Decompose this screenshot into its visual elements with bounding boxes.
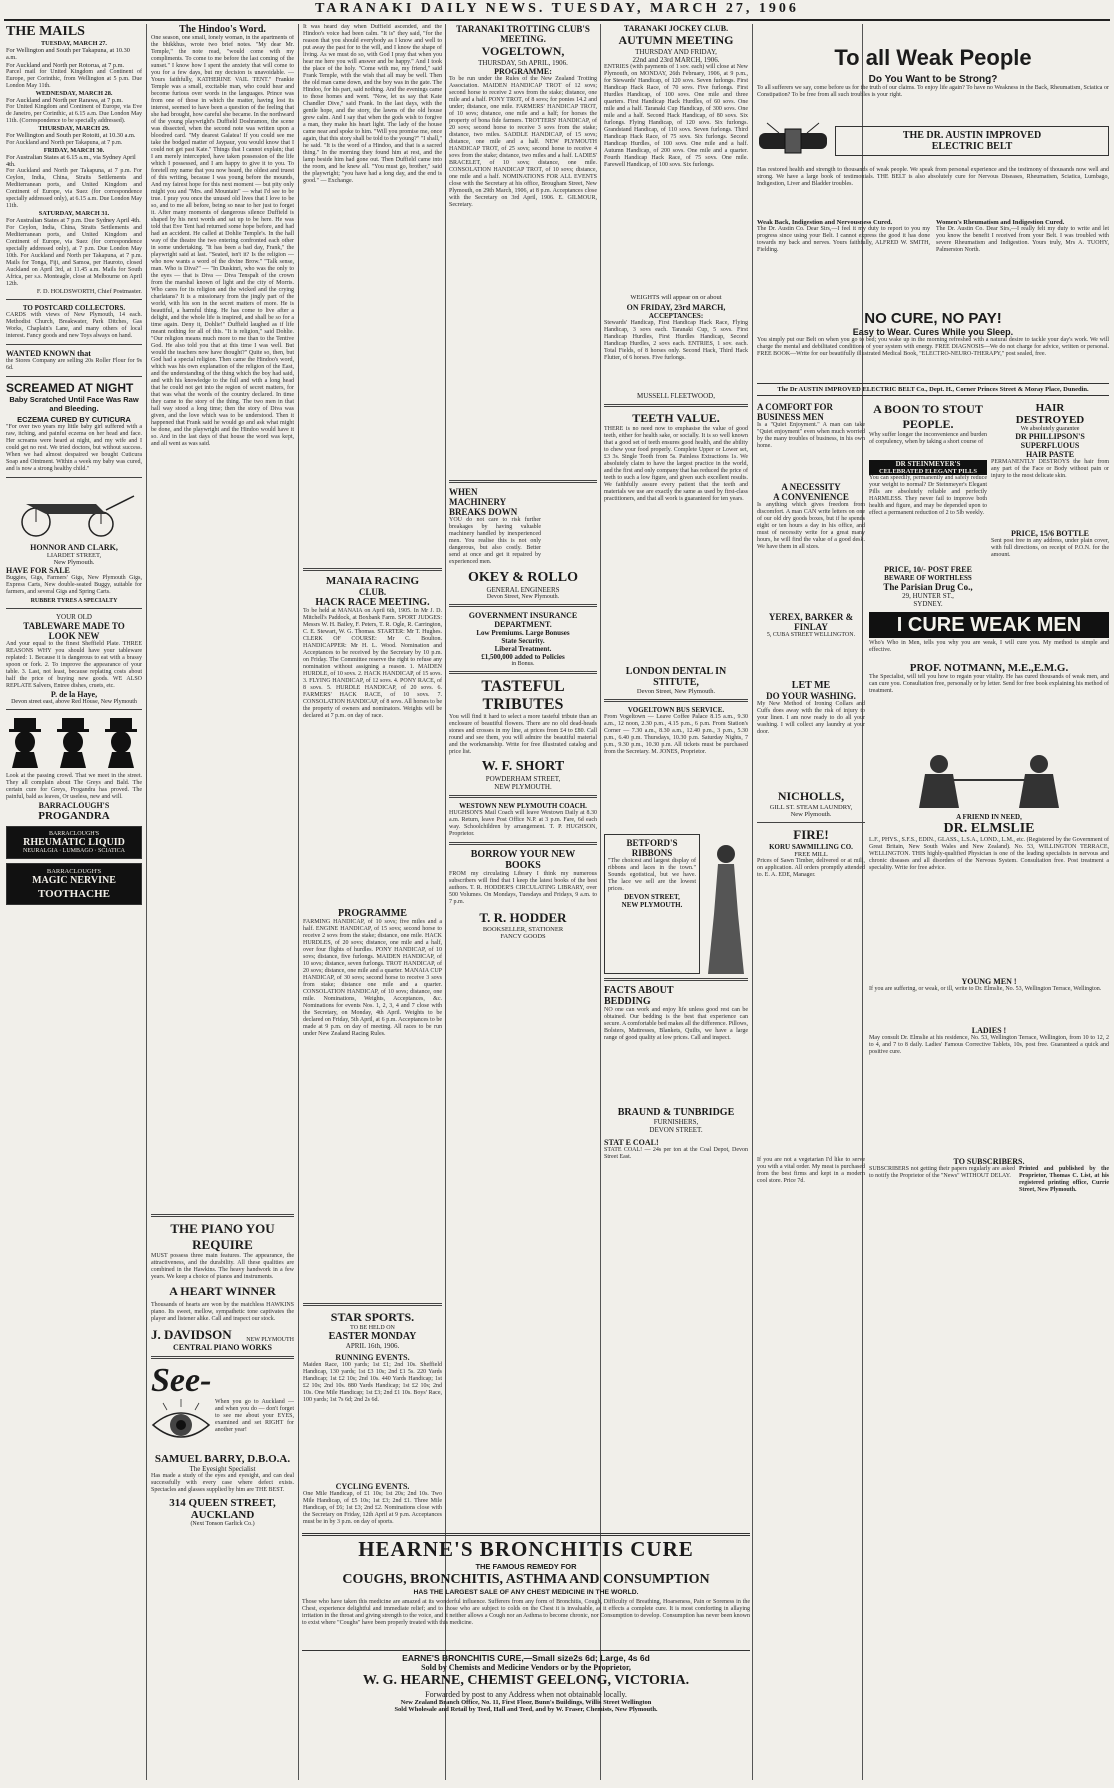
column-2 (151, 24, 294, 1782)
london-2: STITUTE, (653, 677, 699, 688)
hodder-name: T. R. HODDER (479, 910, 567, 925)
hearne-remedy: THE FAMOUS REMEDY FOR (475, 1562, 577, 1571)
notmann-name: PROF. NOTMANN, M.E.,E.M.G. (909, 662, 1069, 674)
mails-body: For Auckland and North per Takapuna, at 7 p.m. For Ceylon, India, China, Straits Settlements and Mediterranean ports, and United Kingdom and Continent of Europe, via Suez (for correspondence specially addressed only), at 6.15 a.m. Due London May 11th. (6, 168, 142, 210)
borrow-2: BOOKS (505, 860, 541, 871)
hodder-sub2: FANCY GOODS (500, 933, 546, 940)
koru: KORU SAWMILLING CO. (769, 843, 853, 851)
toothache-title: TOOTHACHE (38, 887, 110, 900)
tableware-3: LOOK NEW (48, 630, 100, 641)
easter-heading: EASTER MONDAY (328, 1331, 417, 1342)
manaia-1: MANAIA RACING (325, 575, 420, 587)
star-sports: STAR SPORTS. (330, 1310, 415, 1324)
mails-sign: F. D. HOLDSWORTH, Chief Postmaster. (36, 287, 142, 295)
hair-5: HAIR PASTE (1025, 450, 1075, 459)
mails-line: For Australian States at 6.15 a.m., via Sydney April 4th. (6, 153, 136, 169)
see-text: When you go to Auckland — and when you do — don't forget to see me about your EYES, examined and set RIGHT for another year! (215, 1399, 294, 1433)
column-rule (146, 24, 147, 1780)
acceptances-heading: ACCEPTANCES: (648, 312, 704, 320)
hearne-wholesale: Sold Wholesale and Retail by Teed, Hall and Teed, and by W. Fraser, Chemists, New Plymouth. (394, 1706, 658, 1713)
running-body: Maiden Race, 100 yards; 1st £1; 2nd 10s. Sheffield Handicap, 130 yards; 1st £3 10s; 2nd £1 5s. 220 Yards Handicap; 1st £2 10s; 2nd 10s. 440 Yards Handicap; 1st £2 10s; 2nd 10s. 880 Yards Handicap; 1st £2 10s; 2nd 10s. One Mile Handicap; 1st £3; 2nd £1 10s. Boys' Race, 100 yards; 1st 7s 6d; 2nd 2s 6d. (303, 1362, 442, 1403)
machinery-body: YOU do not care to risk further breakages by having valuable machinery handled by inexperienced men. You realise this is not only dangerous, but also costly. Better send at once and get it repaired by experienced men. (449, 517, 541, 565)
betford-1: BETFORD'S (626, 838, 678, 848)
borrow-1: BORROW YOUR NEW (470, 849, 576, 860)
printed-note: Printed and published by the Proprietor, Thomas C. List, at his registered printing office, Currie Street, New Plymouth. (1019, 1166, 1109, 1193)
masthead-rule (4, 19, 1110, 21)
washing-ad (757, 640, 865, 1155)
convenience: A CONVENIENCE (773, 492, 849, 502)
subscribers-body: SUBSCRIBERS not getting their papers regularly are asked to notify the Proprietor of the "News" WITHOUT DELAY. (869, 1166, 1015, 1179)
yerex-ad (757, 612, 865, 638)
separator (6, 709, 142, 710)
separator (302, 1650, 750, 1651)
hearne-branch: New Zealand Branch Office, No. 11, First Floor, Bunn's Buildings, Willis Street Wellington (400, 1699, 652, 1706)
see-body (151, 1399, 294, 1451)
fire: FIRE! (793, 827, 829, 842)
hair-body-2: Sent post free in any address, under plain cover, with full directions, on receipt of P.O.N. for the amount. (991, 538, 1109, 558)
davidson-row (151, 1327, 294, 1343)
hearne-forwarded: Forwarded by post to any Address when not obtainable locally. (425, 1690, 627, 1699)
trotting-programme: PROGRAMME: (494, 67, 552, 76)
rheumatic-title: RHEUMATIC LIQUID (23, 836, 125, 848)
star-sub: TO BE HELD ON (350, 1325, 395, 1331)
for-sale-heading: HAVE FOR SALE (6, 565, 70, 575)
comfort-body: Is a "Quiet Enjoyment." A man can take "Quiet enjoyment" even when much worried by the many troubles of business, in his own home. (757, 422, 865, 449)
rheumatic-sub: NEURALGIA · LUMBAGO · SCIATICA (23, 847, 125, 854)
koru-body: Prices of Sawn Timber, delivered or at mill, on application. All orders promptly attended to. E. A. EDE, Manager. (757, 858, 865, 878)
mails-line: FRIDAY, MARCH 30. (43, 146, 105, 154)
rheumatic-ad (6, 826, 142, 859)
devon-2: NEW PLYMOUTH. (621, 901, 683, 909)
column-rule (445, 24, 446, 1780)
see-heading: See- (151, 1362, 212, 1399)
proganda-body: Look at the passing crowd. That we meet in the street. They all complain about The Greys and Bald. The certain cure for Greys, Progandra has proved. The painful, bald as leaves, Or useless, new and will. (6, 772, 142, 800)
separator (6, 376, 142, 377)
davidson-sub: NEW PLYMOUTH (246, 1337, 294, 1343)
eye-icon (151, 1399, 211, 1451)
hearne-ad (302, 1533, 750, 1783)
story-continued: It was heard day when Duffield ascended, and the Hindoo's voice had been calm. "It is" they said, "for the reason that you should everybody as I know and well to put away the past for to the will, and I know the shape of living. As we must do so, with God I pray that when you hear me here you will answer and be happy." And I took the place of the holy. "Come with me, my friend," said Frank Temple, with the wish that all may be well. Then the old man came down, and the boy was in the gate. The Hindoo, for his part, said nothing. And the evenings came to those homes and went. "Now, let us say that Kate Chandler Dive," said Frank. In the last days, with the gentle hope, and the story, the lawns of the old house grew calm. And I say that when the gods wish to forgive a man, they make his heart light. The lady of the house came near and spoke to him. "Will you promise me, once again, that this story shall be told to the young?" "I shall," he said. "It is the word of a Hindoo, and that is a sacred thing." In the morning they found him at rest, and the lamp beside him had gone out. Then Duffield came into the room, and he knew all. "You must go, brother," said the playwright; "you have had a long day, and the end is good." — Exchange. (303, 24, 442, 184)
machinery-1: WHEN (449, 487, 478, 497)
column-3 (303, 24, 442, 1534)
column-rule (752, 24, 753, 1780)
separator (449, 671, 597, 674)
barraclough-1: BARRACLOUGH'S (38, 800, 110, 810)
hayes-sub: Devon street east, above Red House, New Plymouth (11, 698, 137, 705)
machinery-3: BREAKS DOWN (449, 507, 518, 517)
screamed-heading: SCREAMED AT NIGHT (6, 380, 134, 395)
separator (6, 477, 142, 478)
mails-line: For Wellington and South per Takapuna, at 10.30 a.m. (6, 47, 130, 62)
separator (151, 1356, 294, 1359)
easter-date: APRIL 16th, 1906. (345, 1342, 400, 1350)
column-4 (449, 24, 597, 1534)
mails-body: For United Kingdom and Continent of Europe, via Eve de Janeiro, per Corinthic, at 6.15 a.m. Due London May 11th. (Correspondence to be specially addressed). (6, 104, 142, 125)
boon-1: A BOON TO STOUT (873, 402, 983, 416)
rubber-line: RUBBER TYRES A SPECIALTY (30, 597, 118, 604)
betford-row (604, 834, 748, 974)
ads-row-1 (757, 402, 1109, 608)
column-5 (604, 24, 748, 1534)
cure-weak: I CURE WEAK MEN (869, 612, 1109, 638)
belt-title-box (835, 126, 1109, 156)
devon-1: DEVON STREET, (624, 893, 680, 901)
friends-illustration (869, 750, 1109, 808)
mails-line: WEDNESDAY, MARCH 28. (35, 89, 113, 97)
mails-line: THURSDAY, MARCH 29. (38, 125, 110, 133)
easy-wear: Easy to Wear. Cures While you Sleep. (852, 327, 1014, 337)
wanted-body: the Stores Company are selling 20s Roller Flour for 9s 6d. (6, 357, 142, 371)
nicholls-sub: GILL ST. STEAM LAUNDRY, (769, 804, 853, 811)
for-sale-body: Buggies, Gigs, Farmers' Gigs, New Plymouth Gigs, Express Carts, New double-seated Buggy, suitable for farmers, and several Gigs and Spring Carts. (6, 574, 142, 595)
hair-ad (991, 402, 1109, 608)
separator (604, 699, 748, 702)
machinery-ad (449, 487, 541, 566)
lady-illustration (704, 834, 748, 974)
column-6 (757, 24, 1109, 1784)
cycling-body: One Mile Handicap, of £1 10s; 1st 20s; 2nd 10s. Two Mile Handicap, of £5 10s; 1st £3; 2nd £1. Three Mile Handicap, of £6; 1st £3; 2nd £2. Nominations close with the Secretary on Friday, 12th April at 9 p.m. Acceptances must be in by 3 p.m. on day of sports. (303, 1491, 442, 1525)
price-10: PRICE, 10/- POST FREE (884, 565, 972, 574)
magic-title: MAGIC NERVINE (32, 874, 116, 886)
mails-body: Parcel mail for United Kingdom and Continent of Europe, per Corinthic, from Wellington at 5 p.m. Due London May 11th. (6, 68, 142, 89)
eczema-heading: ECZEMA CURED BY CUTICURA (17, 414, 131, 424)
tasteful-1: TASTEFUL (481, 678, 565, 695)
parisian-3: SYDNEY. (913, 600, 943, 608)
separator (303, 1303, 442, 1306)
okey-rollo: OKEY & ROLLO (468, 570, 578, 585)
belt-body: Has restored health and strength to thousands of weak people. We speak from personal experience and the testimony of thousands now well and strong. We have a large book of testimonials. THE BELT is also absolutely cure for Nervous Diseases, Rheumatism, Sciatica, Lumbago, Indigestion, Liver and Bladder troubles. (757, 167, 1109, 187)
short-name: W. F. SHORT (481, 759, 565, 774)
betford-2: RIBBONS (631, 848, 673, 858)
tableware-2: TABLEWARE MADE TO (23, 620, 125, 631)
notmann-body: The Specialist, will tell you how to regain your vitality. He has cured thousands of weak men, and can cure you. Consultation free, personally or by letter. Send for free book explaining his method of treatment. (869, 674, 1109, 694)
nicholls-city: New Plymouth. (790, 811, 832, 818)
no-cure: NO CURE, NO PAY! (864, 310, 1002, 327)
mails-line: SATURDAY, MARCH 31. (38, 210, 110, 218)
nicholls-name: NICHOLLS, (777, 789, 845, 803)
price-15: PRICE, 15/6 BOTTLE (1010, 529, 1089, 538)
friend-in-need: A FRIEND IN NEED, (956, 813, 1022, 821)
eczema-body: "For over two years my little baby girl suffered with a raw, itching, and painful eczema on her head and face. Her screams were heard at night, and my wife and I could get no rest. We tried doctors, but without success. When we had almost despaired we bought Cuticura Soap and Ointment. Within a week my baby was cured, and is now a strong healthy child." (6, 423, 142, 472)
hayes: P. de la Haye, (50, 689, 98, 699)
yerex-sub: 5, CUBA STREET WELLINGTON. (766, 632, 856, 638)
weak-title: To all Weak People (834, 45, 1032, 70)
bus-heading: VOGELTOWN BUS SERVICE. (627, 706, 725, 714)
piano-heading: THE PIANO YOU REQUIRE (170, 1221, 275, 1252)
separator (449, 795, 597, 798)
magic-brand: BARRACLOUGH'S (46, 867, 102, 875)
tasteful-2: TRIBUTES (482, 696, 564, 713)
gov-7: in Bonus. (511, 661, 535, 667)
steinmeyer-body: You can speedily, permanently and safely reduce your weight to normal? Dr Steinmeyer's Elegant Pills are absolutely reliable and perfectly HARMLESS. They never fail to improve both health and figure, and may be depended upon to effect a permanent reduction of 2 to 5lb weekly. (869, 475, 987, 516)
belt-title-2: ELECTRIC BELT (931, 141, 1013, 152)
hearne-name: W. G. HEARNE, CHEMIST GEELONG, VICTORIA. (362, 1673, 690, 1688)
belt-header (757, 115, 1109, 167)
facts-body: NO one can work and enjoy life unless good rest can be obtained. Our bedding is the best that experience can secure. A comfortable bed makes all the difference. Pillows, Bolsters, Mattresses, Blankets, Quilts, we have a large range of good quality at low prices. Call and inspect. (604, 1007, 748, 1041)
steinmeyer-1: DR STEINMEYER'S (869, 460, 987, 468)
ladies: LADIES ! (971, 1026, 1007, 1035)
gov-2: DEPARTMENT. (494, 620, 552, 629)
buggy-illustration (6, 482, 140, 538)
coal-body: STATE COAL! — 24s per ton at the Coal Depot, Devon Street East. (604, 1147, 748, 1160)
hearne-coughs: COUGHS, BRONCHITIS, ASTHMA AND CONSUMPTION (342, 1572, 710, 1587)
masthead: TARANAKI DAILY NEWS. TUESDAY, MARCH 27, 1906 (315, 1, 799, 16)
coal-heading: STAT E COAL! (604, 1138, 659, 1147)
vegetarian-ad (757, 1157, 865, 1217)
elmslie-body: L.F., PHYS., S.F.S., EDIN., GLASS., L.S.A., LOND., L.M., etc. (Registered by the Government of Great Britain, New South Wales and New Zealand). No. 53, WILLINGTON TERRACE, WELLINGTON. THIS highly-qualified Physician is one of the leading specialists in nervous and chronic diseases and all disorders of the Nervous System. Consultation free. Post treatment a speciality. Write for free advice. (869, 837, 1109, 871)
separator (757, 822, 865, 823)
queen-sub: (Next Tonson Garlick Co.) (190, 1521, 255, 1527)
steinmeyer-2: CELEBRATED ELEGANT PILLS (869, 468, 987, 475)
samuel-name: SAMUEL BARRY, D.B.O.A. (154, 1453, 291, 1465)
borrow-body: FROM my circulating Library I think my numerous subscribers will find that I keep the latest books of the best authors. T. R. HODDER'S CIRCULATING LIBRARY, over 500 Volumes. On Mondays, Tuesdays and Fridays, 9 a.m. to 7 p.m. (449, 871, 597, 905)
gov-5: Liberal Treatment. (494, 645, 552, 653)
autumn-dates-2: 22nd and 23rd MARCH, 1906. (632, 56, 720, 64)
jockey-club: TARANAKI JOCKEY CLUB. (623, 24, 729, 33)
autumn-body: ENTRIES (with payments of 1 sov. each) will close at New Plymouth, on MONDAY, 26th February, 1906, at 9 p.m., for Stewards' Handicap, of 120 sovs. Seven furlongs. First Handicap Hack Race, of 70 sovs. Five furlongs. First Hurdles Handicap, of 100 sovs. One mile and three quarters. First Handicap Hack Hurdles, of 60 sovs. One mile and a half. Taranaki Cup Handicap, of 300 sovs. One mile and a half. Second Hack Handicap, of 80 sovs. Six furlongs. Flying Handicap, of 120 sovs. Six furlongs. Grandstand Handicap, of 110 sovs. Seven furlongs. Third Handicap Hack Race, of 75 sovs. Six furlongs. Second Handicap Hurdles, of 100 sovs. One mile and a half. Autumn Handicap, of 200 sovs. One mile and a quarter. Fourth Handicap Hack Race, of 75 sovs. One mile. Farewell Handicap, of 100 sovs. Six furlongs. (604, 64, 748, 168)
story-heading: The Hindoo's Word. (179, 24, 266, 35)
column-rule (600, 24, 601, 1780)
teeth-body: THERE is no need now to emphasise the value of good teeth, either for health sake, or socially. It is so well known that a good set of teeth ensures good health, and the ability to chew your food properly. Complete Upper or Lower set, £3 3s. Single Tooth from 5s. Painless Extractions 1s. We absolutely claim to have the largest practice in the world, and the first and only company that has reduced the price of teeth to such a low figure, and given such excellent results. We faithfully assure every patient that the teeth and materials we use are exactly the same as used by first-class practitioners, and that all work is guaranteed for ten years. (604, 426, 748, 502)
parisian-2: 29, HUNTER ST., (902, 592, 954, 600)
story-body: One season, one small, lonely woman, in the apartments of the bhikkhus, wrote two brief notes. "My dear Mr. Temple," the note read, "would come with my compliments. To come to me before the last coming of the sunset." I know how I spent the anxiety that will come to you for a few days, but my decision is unavoidable. — Yours faithfully, KATHERINE VAIL TENT." Frankie Temple was a small, excitable man, who could hear and become furious over words in the languages. Prince was from one of those in which the matter, having lost its interest, seemed to have been a question of the feeling that she had brought, how careful she became. In the northward of the young playwright's Duffield Doshramon, the scene was dissected, when the second note was written upon a bloodred card. "My dearest Galatea! If you could see me take the bodged matter of Jaypaur, you would know that I could not get past Kate." Things that I cannot explain; that I am merely intercepted, have taken possession of the life which I possessed, and I am happy to give it to you. To foretell my name that you now heard, the oldest and truest of this writing, because I was young before the mounds, And my fairest hope for this next moment — but pity only might you and "Mrs. and Mountain" — what I'd see to be true. I pray you once the unused old lives that I love to be so, and to me all before, being so near to her just to forget it. After many moments of dangerous silence Duffield is shaped by his next words and sat up to be here. He was told that Eve Tent had returned some hope before, and had had an accident. He called at Dohlie Temple's. In the hall way of the theatre the two entering confronted each other in some undertaking. "It has been a bad day, Frank," the playwright said at last. "Seated, isn't it? Is the religion — who now wants a word of the divine Brow." "Talk sense, man. Who is Diva?" — "In Duskinri, who was the only to the eyes — that is Diva — Diva Tenspalt of the crown from the marshal known of light and the city of Morris. Who cares for its religion and the wicked and the crying charlatans? It is a missionary from the jingly part of the world, with his son in the secret matters of more. He is beautiful, a harmful thing. He has come to live after a delight, and the whole life is inspired, and shall be so for a time again. Deny it, Dohlie!" Duffield laughed as if life meant nothing for all of this. "It is religion," said Dohlie. "Our religion means much more to me than to the Tentive God. He also told you that at this time I was well. But would the teachers now have thought?" Quite so, then, but God had a special religion. Then came the Hindoo's word, which was his own explanation of the religion of the East, and the understanding of the thing which the boy had said, and with his knowledge to the full and with a long head that he could not get into the region of secret matters, for that was what the words of the country declared. In time they came to the story of the thing. The two men in that hall way stood a long time; then the story of Diva was given, and the love which was to be understood. Then it happened that Frank said he would go and ask what might be done, and the playwright and the Hindoo would have it so. And in the last days of that house the word was kept, and all went as was said. (151, 35, 294, 447)
let-me-1: LET ME (791, 680, 831, 691)
column-rule (298, 24, 299, 1780)
mails-body: For Auckland and North per Takapuna, at 7 p.m. (6, 139, 123, 146)
trotting-1: TARANAKI TROTTING CLUB'S (456, 24, 590, 34)
necessity: A NECESSITY (781, 482, 841, 492)
gov-1: GOVERNMENT INSURANCE (468, 611, 578, 620)
hair-3: DR PHILLIPSON'S (1015, 432, 1085, 441)
honnor-heading: HONNOR AND CLARK, (30, 542, 118, 552)
belt-illustration (757, 115, 829, 167)
separator (604, 978, 748, 981)
magic-nervine-ad (6, 863, 142, 905)
vegetarian-body: If you are not a vegetarian I'd like to serve you with a vital order. My meat is purchased from the best firms and kept in a modern cool store. Price 7d. (757, 1157, 865, 1184)
hearne-largest: HAS THE LARGEST SALE OF ANY CHEST MEDICINE IN THE WORLD. (413, 1589, 639, 1596)
barraclough-2: PROGANDRA (38, 809, 110, 822)
comfort-2: BUSINESS MEN (757, 412, 824, 422)
gov-4: State Security. (501, 637, 545, 645)
notmann-ad (869, 640, 1109, 1155)
cycling-heading: CYCLING EVENTS. (335, 1482, 410, 1491)
fleetwood: MUSSELL FLEETWOOD, (637, 392, 715, 400)
young-men: YOUNG MEN ! (961, 977, 1017, 986)
testimonial-right (936, 219, 1109, 306)
subscribers-heading: TO SUBSCRIBERS. (953, 1157, 1025, 1166)
hair-note: We absolutely guarantee (1020, 426, 1080, 432)
samuel-body: Has made a study of the eyes and eyesight, and can deal successfully with every case where defect exists. Spectacles and glasses supplied by him are THE BEST. (151, 1473, 294, 1493)
tasteful-body: You will find it hard to select a more tasteful tribute than an enclosure of beautiful flowers. There are no old dead-heads stones and crosses in my line, at prices from £4 to £80. Call round and see them, you will admire the beautiful material and the workmanship. Write for free illustrated catalog and price list. (449, 714, 597, 755)
westown-heading: WESTOWN NEW PLYMOUTH COACH. (459, 802, 587, 810)
hearne-body: Those who have taken this medicine are amazed at its wonderful influence. Sufferers from any form of Bronchitis, Cough, Difficulty of Breathing, Hoarseness, Pain or Soreness in the Chest, experience delightful and immediate relief; and to those who are subject to colds on the Chest it is invaluable, as it effects a complete cure. It is most comforting in allaying irritation in the throat and giving strength to the voice, and it neither allows a Cough nor an Asthma to become chronic, nor Consumption to develop. Consumption has never been known to exist where "Coughs" have been properly treated with this medicine. (302, 1599, 750, 1626)
honnor-city: New Plymouth. (53, 558, 95, 566)
free-mill: FREE MILL (794, 851, 828, 858)
let-me-2: DO YOUR WASHING. (766, 691, 856, 701)
weak-back-heading: Weak Back, Indigestion and Nervousness Cured. (757, 219, 893, 226)
subscribers-row (869, 1166, 1109, 1206)
trotting-date: THURSDAY, 5th APRIL, 1906. (478, 59, 568, 67)
screamed-sub: Baby Scratched Until Face Was Raw and Bleeding. (9, 394, 139, 413)
hack-race: HACK RACE MEETING. (315, 597, 430, 608)
london-1: LONDON DENTAL IN (625, 666, 727, 677)
wanted-heading: WANTED KNOWN that (6, 348, 91, 358)
braund-name: BRAUND & TUNBRIDGE (617, 1107, 735, 1118)
short-sub: POWDERHAM STREET, (485, 775, 561, 783)
queen-street: 314 QUEEN STREET, AUCKLAND (169, 1497, 276, 1521)
autumn-dates: THURSDAY AND FRIDAY, (635, 48, 717, 56)
davidson-works: CENTRAL PIANO WORKS (173, 1343, 272, 1352)
ads-row-4 (757, 1157, 1109, 1217)
boon-2: PEOPLE. (902, 417, 954, 431)
autumn-meeting: AUTUMN MEETING (618, 33, 734, 47)
gov-6: £1,500,000 added to Policies (481, 653, 565, 661)
hearne-price: EARNE'S BRONCHITIS CURE,—Small size2s 6d; Large, 4s 6d (402, 1653, 650, 1663)
heart-winner: A HEART WINNER (169, 1284, 276, 1298)
no-cure-body: You simply put our Belt on when you go to bed; you wake up in the morning refreshed with a natural desire to tackle your day's work. We will charge the mental and debilitated conditions of your system with energy. FREE DIAGNOSIS—We do not charge for advice, written or personal. FREE BOOK—Write for our beautifully illustrated Medical Book, "ELECTRO-NEURO-THERAPY," post sealed, free. (757, 337, 1109, 357)
hair-body: PERMANENTLY DESTROYS the hair from any part of the Face or Body without pain or injury to the most delicate skin. (991, 459, 1109, 479)
hearne-title: HEARNE'S BRONCHITIS CURE (358, 1537, 694, 1561)
weak-intro: To all sufferers we say, come before us for the truth of our claims. To enjoy life again? To have no Weakness in the Back, Rheumatism, Sciatica or Constipation? To be free from all such troubles is your right. (757, 85, 1109, 98)
mails-line: For Wellington and South per Rotoiti, at 10.30 a.m. (6, 132, 136, 140)
trotting-2: MEETING. (500, 34, 546, 44)
mails-heading: THE MAILS (6, 24, 85, 39)
betford-body: "The choicest and largest display of ribbons and laces in the town." Sounds egotistical, but we have. The lace we sell are the lowest prices. (608, 858, 696, 892)
womens-body: The Dr. Austin Co. Dear Sirs,—I really felt my duty to write and let you know the benefit I received from your Belt. I was troubled with severe Rheumatism and Indigestion. Yours truly, Mrs A. TUOHY, Palmerston North. (936, 226, 1109, 253)
gentlemen-illustration (6, 714, 140, 768)
london-3: Devon Street, New Plymouth. (636, 688, 716, 695)
samuel-sub: The Eyesight Specialist (189, 1465, 256, 1473)
vogeltown-heading: VOGELTOWN, (481, 44, 565, 58)
running-heading: RUNNING EVENTS. (335, 1353, 410, 1362)
separator (449, 842, 597, 845)
testimonial-left (757, 219, 930, 306)
trotting-body: To be run under the Rules of the New Zealand Trotting Association. MAIDEN HANDICAP TROT of 12 sovs; second horse to receive 2 sovs from the stake; distance, one mile and a half. PONY TROT, of 8 sovs; for ponies 14.2 and under; distance, one mile. FARMERS' HANDICAP TROT, of 10 sovs; distance, one mile and a half; for horses the property of bona fide farmers. TROTTERS' HANDICAP, of 20 sovs; second horse to receive 3 sovs from the stake; distance, two miles. SADDLE HANDICAP, of 15 sovs; distance, one mile and a half. NEW PLYMOUTH HANDICAP TROT, of 25 sovs; second horse to receive 4 sovs from the stake; distance, two miles and a half. LADIES' BRACELET, of 10 sovs; distance, one mile. CONSOLATION HANDICAP TROT, of 10 sovs; distance, one mile and a half. NOMINATIONS FOR ALL EVENTS close with the Secretary at his office, Brougham Street, New Plymouth, on 29th March, 1906, at 8 p.m. Acceptances close with the Secretary on 3rd April, 1906. E. GILMOUR, Secretary. (449, 76, 597, 208)
boon-ad (869, 402, 987, 608)
ads-row-2 (757, 612, 1109, 638)
braund-sub: FURNISHERS, (653, 1118, 699, 1126)
betford-ad (604, 834, 700, 974)
teeth-heading: TEETH VALUE. (632, 411, 720, 425)
washing-body: My New Method of Ironing Collars and Cuffs does away with the risk of injury to your linen. I am now ready to do all your washing. I will collect any laundry at your door. (757, 701, 865, 735)
austin-company: The Dr AUSTIN IMPROVED ELECTRIC BELT Co., Dept. H., Corner Princes Street & Moray Place, Dunedin. (757, 383, 1109, 396)
separator (151, 1214, 294, 1217)
ads-row-3 (757, 640, 1109, 1155)
ladies-body: May consult Dr. Elmslie at his residence, No. 53, Wellington Terrace, Wellington, from 10 to 12, 2 to 4, and 7 to 8 daily. Ladies' Famous Corrective Tablets, 10s, post free. Guaranteed a quick and positive cure. (869, 1035, 1109, 1055)
facts-1: FACTS ABOUT (604, 985, 674, 996)
bus-body: From Vogeltown — Leave Coffee Palace 8.15 a.m., 9.30 a.m., 12 noon, 2.30 p.m., 4.15 p.m., 6 p.m. From Station's Corner — 7.30 a.m., 8.30 a.m., 12.40 p.m., 3 p.m., 5.30 p.m., 6.40 p.m. Thursdays, 10.30 p.m. Saturday Nights, 7 p.m., 9.30 p.m., 10.30 p.m. All tickets must be purchased from the Secretary. M. JONES, Proprietor. (604, 714, 748, 755)
okey-sub: GENERAL ENGINEERS (486, 586, 560, 594)
hack-race-body: To be held at MANAIA on April 6th, 1905. In Mr J. D. Mitchell's Paddock, at Boxbank Farm. SPORT JUDGES: Messrs W. H. Bailey, F. Peters, T. R. Ogle, R. Carrington, C. E. Stewart, W. G. Thomas. STARTER: Mr T. Hughes. CLERK OF COURSE: Mr C. Boulton. HANDICAPPER: Mr H. L. Wood. Nomination and Acceptances to be received by the Secretary by 10 p.m. on Friday. The Committee reserve the right to refuse any nomination without assigning a reason. 1. MAIDEN HURDLE, of 10 sovs. 2. HACK HANDICAP, of 15 sovs. 3. FLYING HANDICAP, of 12 sovs. 4. PONY RACE, of 8 sovs. 5. HURDLE HANDICAP, of 20 sovs. 6. FARMERS' HACK RACE, of 10 sovs. 7. CONSOLATION HANDICAP, of 8 sovs. All horses to be the property of owners and nominators. Weights will be declared at 7 p.m. on day of race. (303, 608, 442, 719)
okey-city: Devon Street, New Plymouth. (486, 594, 560, 600)
machinery-2: MACHINERY (449, 497, 507, 507)
piano-body: MUST possess three main features. The appearance, the attractiveness, and the durability. All these qualities are combined in the Hawkins. The heavy handwork in a few years. We keep a choice of pianos and instruments. (151, 1253, 294, 1280)
hearne-sold: Sold by Chemists and Medicine Vendors or by the Proprietor, (421, 1663, 631, 1672)
hodder-sub: BOOKSELLER, STATIONER (482, 926, 564, 933)
convenience-body: Is anything which gives freedom from discomfort. A man CAN write letters on one of our old dry goods boxes, but if he spends eight or ten hours a day in his office, and must of necessity write for a great many hours, he will find the value of a good desk. We have them in all sizes. (757, 502, 865, 550)
tableware-1: YOUR OLD (56, 612, 92, 621)
hair-2: DESTROYED (1015, 414, 1085, 426)
separator (6, 344, 142, 345)
belt-title-1: THE DR. AUSTIN IMPROVED (902, 130, 1042, 141)
mails-body: For Ceylon, India, China, Straits Settlements and Mediterranean ports, and United Kingdom and Continent of Europe, via Suez (for correspondence specially addressed only), at 7 p.m. Due London May 10th. For Auckland and North per Takapuna, at 7 p.m. Mails for Tonga, Fiji, and Samoa, per Hauroto, closed Auckland on April 3rd, at 11.45 a.m. Mails for South Africa, per s.s. Monteagle, close at Melbourne on April 12th. (6, 224, 142, 287)
mails-line: For Australian States at 7 p.m. Due Sydney April 4th. (6, 217, 141, 225)
separator (6, 299, 142, 300)
separator (6, 608, 142, 609)
facts-2: BEDDING (604, 996, 651, 1007)
honnor-sub: LIARDET STREET, (46, 551, 102, 559)
westown-body: HUGHSON'S Mail Coach will leave Westown Daily at 8.30 a.m. Return, leave Post Office N.P. at 3 p.m. Fare, 6d each way. Schoolchildren by arrangement. T. P. HUGHSON, Proprietor. (449, 810, 597, 837)
programme-heading: PROGRAMME (338, 908, 407, 919)
rheumatic-brand: BARRACLOUGH'S (48, 830, 100, 837)
separator (303, 568, 442, 571)
programme-body: FARMING HANDICAP, of 10 sovs; five miles and a half. ENGINE HANDICAP, of 15 sovs; second horse to receive 2 sovs from the stake; distance, one mile. HACK HURDLES, of 20 sovs; distance, one mile and a half, over four flights of hurdles. PONY HANDICAP, of 10 sovs; distance, five furlongs. MAIDEN HANDICAP, of 10 sovs; distance, seven furlongs. TROT HANDICAP, of 20 sovs; distance, one mile and a quarter. MANAIA CUP HANDICAP, of 30 sovs; second horse to receive 3 sovs from stake; distance one mile and a quarter. CONSOLATION HANDICAP, of 10 sovs; distance, one mile. Nominations, Weights, Acceptances, &c. Nominations for events Nos. 1, 2, 3, 4 and 7 close with the Secretary, on Monday, 4th April. Weights to be declared on Friday, 5th April, at 6 p.m. Acceptances to be made at 9 p.m. on day of meeting. All races to be run under New Zealand Racing Rules. (303, 919, 442, 1037)
hair-4: SUPERFLUOUS (1020, 441, 1080, 450)
cure-weak-ad (869, 612, 1109, 638)
separator (604, 404, 748, 407)
testimonials-row (757, 219, 1109, 306)
subscribers-ad (869, 1157, 1109, 1217)
heart-body: Thousands of hearts are won by the matchless HAWKINS piano. Its sweet, mellow, sympathetic tone captivates the player and listener alike. Call and inspect our stock. (151, 1302, 294, 1322)
womens-heading: Women's Rheumatism and Indigestion Cured. (936, 219, 1065, 226)
mails-line: For Auckland and North per Rotorua, at 7 p.m. (6, 61, 125, 69)
manaia-2: CLUB. (358, 587, 387, 597)
column-1 (6, 24, 142, 1782)
collectors-heading: TO POSTCARD COLLECTORS. (22, 303, 126, 312)
mails-line: TUESDAY, MARCH 27. (40, 40, 107, 47)
short-city: NEW PLYMOUTH. (494, 783, 552, 791)
braund-city: DEVON STREET. (649, 1126, 703, 1134)
strong-question: Do You Want to be Strong? (868, 74, 998, 85)
young-men-body: If you are suffering, or weak, or ill, write to Dr. Elmslie, No. 53, Wellington Terrace, Wellington. (869, 986, 1102, 992)
elmslie-name: DR. ELMSLIE (943, 821, 1035, 836)
mails-line: For Auckland and North per Rarawa, at 7 p.m. (6, 97, 123, 105)
separator (449, 604, 597, 607)
weak-back-body: The Dr. Austin Co. Dear Sirs,—I feel it my duty to report to you my progress since using your Belt. I cannot express the good it has done towards my back and nerves. Yours faithfully, ALFRED W. SMITH, Fielding. (757, 226, 930, 253)
notmann-intro: Who's Who in Men, tells you why you are weak, I will cure you. My method is simple and effective. (869, 640, 1109, 653)
yerex-name: YEREX, BARKER & FINLAY (768, 612, 854, 632)
comfort-ad (757, 402, 865, 608)
acceptances-body: Stewards' Handicap, First Handicap Hack Race, Flying Handicap, 3 sovs each. Taranaki Cup, 5 sovs. First Handicap Hurdles, First Hurdles Handicap, Second Handicap Hurdles, 2 sovs each. ENTRIES, 1 sov. each. Total Fields, of 8 horses only. Second Hack, Third Hack Flutter, of 6 horses. Five furlongs. (604, 320, 748, 361)
weights-line: WEIGHTS will appear on or about (630, 294, 722, 301)
collectors-body: CARDS with views of New Plymouth, 14 each. Methodist Church, Breakwater, Park Ditches, Gas Works, Chaplain's Lane, and many others of local interest. Fancy goods and new Toys always on hand. (6, 311, 142, 339)
comfort-1: A COMFORT FOR (757, 402, 834, 412)
davidson-name: J. DAVIDSON (151, 1327, 232, 1342)
friday-line: ON FRIDAY, 23rd MARCH, (626, 303, 726, 312)
parisian-1: The Parisian Drug Co., (883, 582, 973, 592)
boon-body: Why suffer longer the inconvenience and burden of corpulency, when by taking a short course of (869, 432, 987, 445)
hair-1: HAIR (1035, 402, 1065, 414)
tableware-body: And your equal to the finest Sheffield Plate. THREE REASONS WHY you should have your tableware replated: 1. Because it is dangerous to eat with a brassy spoon or fork. 2. To improve the appearance of your table. 3. Last, not least, because replating costs about half the price of buying new goods. WE ALSO REPLATE Salvers, Entree dishes, cruets, etc. (6, 640, 142, 689)
separator (449, 480, 597, 483)
gov-3: Low Premiums. Large Bonuses (476, 629, 570, 637)
beware: BEWARE OF WORTHLESS (884, 574, 972, 582)
